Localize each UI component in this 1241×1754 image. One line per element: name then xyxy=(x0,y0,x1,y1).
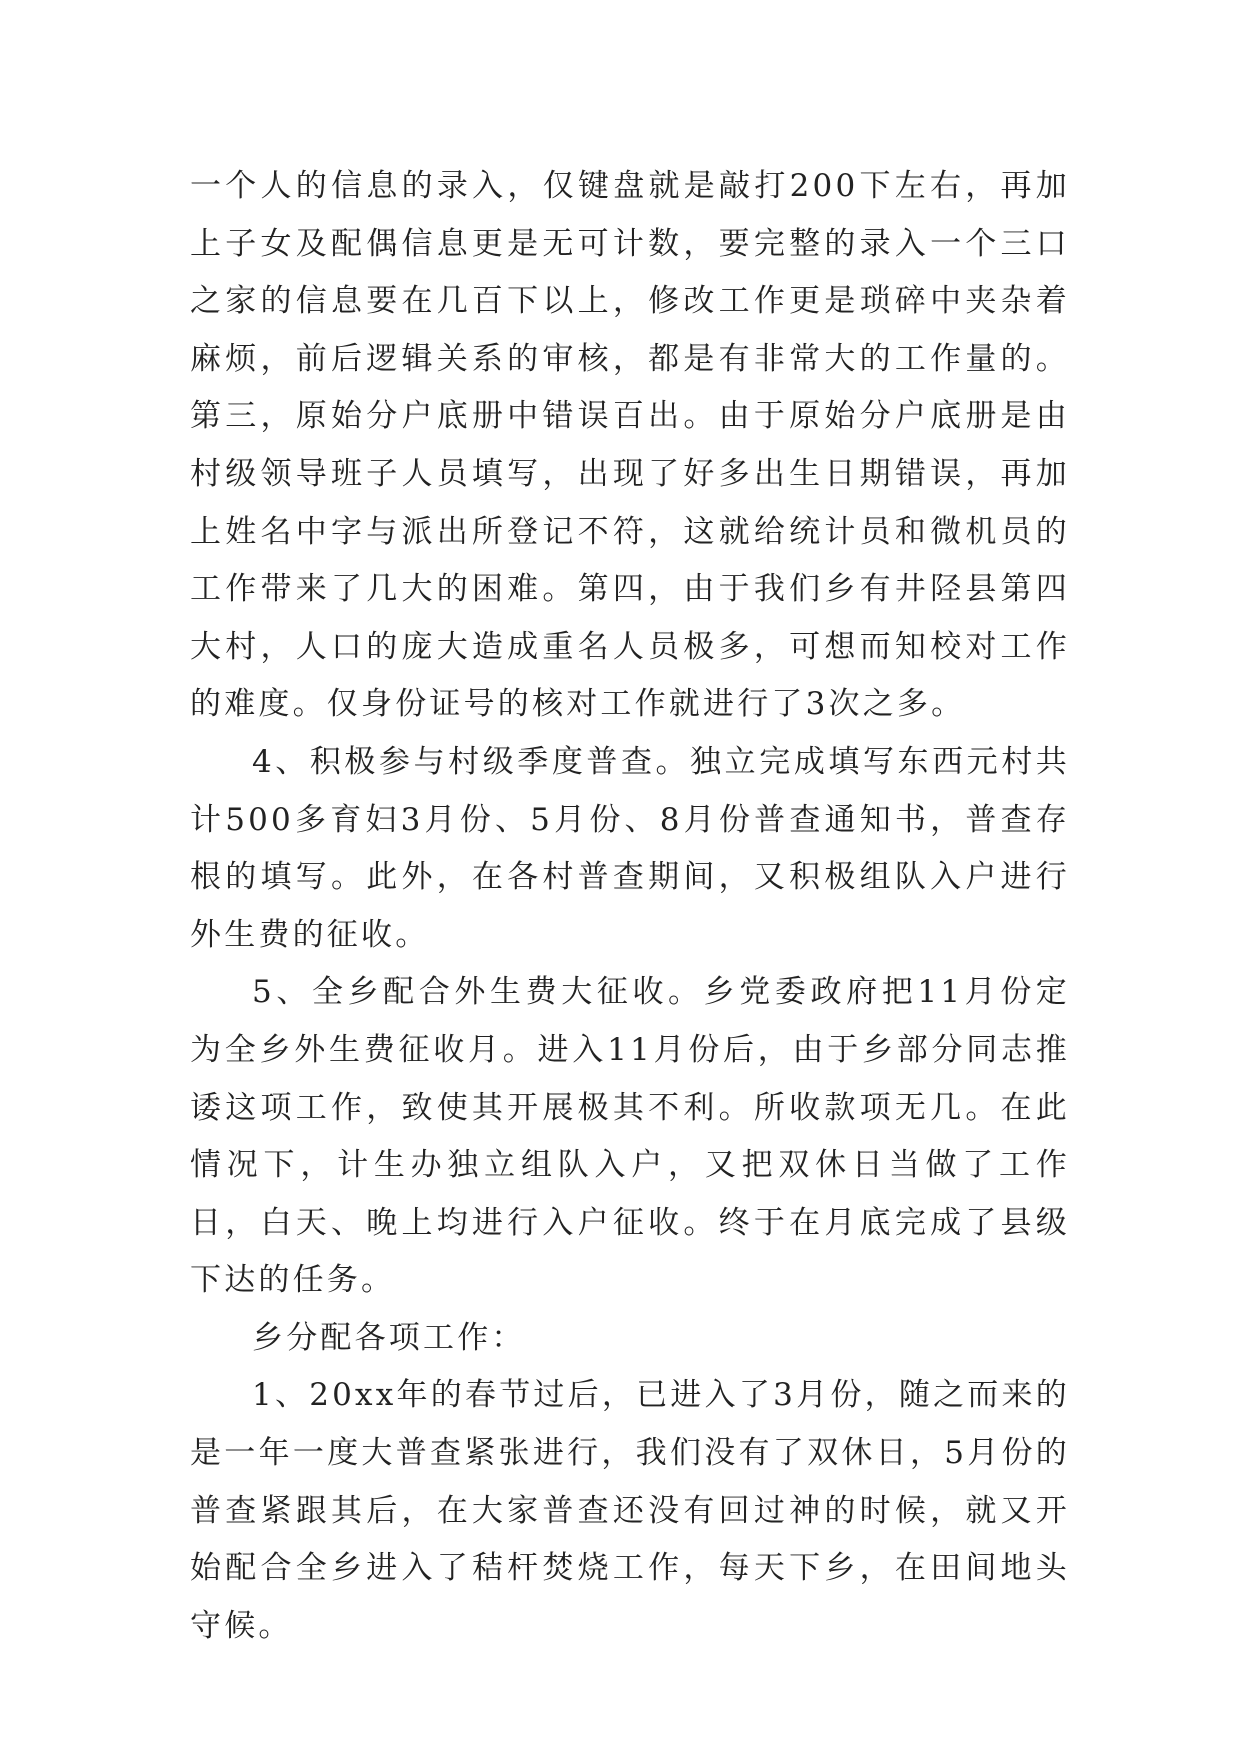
document-body xyxy=(190,158,1070,1655)
paragraph-item-4: 4、积极参与村级季度普查。独立完成填写东西元村共计500多育妇3月份、5月份、8月份普查通知书，普查存根的填写。此外，在各村普查期间，又积极组队入户进行外生费的征收。 xyxy=(190,743,1070,953)
paragraph-continuation: 一个人的信息的录入，仅键盘就是敲打200下左右，再加上子女及配偶信息更是无可计数，要完整的录入一个三口之家的信息要在几百下以上，修改工作更是琐碎中夹杂着麻烦，前后逻辑关系的审核，都是有非常大的工作量的。第三，原始分户底册中错误百出。由于原始分户底册是由村级领导班子人员填写，出现了好多出生日期错误，再加上姓名中字与派出所登记不符，这就给统计员和微机员的工作带来了几大的困难。第四，由于我们乡有井陉县第四大村，人口的庞大造成重名人员极多，可想而知校对工作的难度。仅身份证号的核对工作就进行了3次之多。 xyxy=(190,168,1070,723)
paragraph-item-5: 5、全乡配合外生费大征收。乡党委政府把11月份定为全乡外生费征收月。进入11月份后，由于乡部分同志推诿这项工作，致使其开展极其不利。所收款项无几。在此情况下，计生办独立组队入户，又把双休日当做了工作日，白天、晚上均进行入户征收。终于在月底完成了县级下达的任务。 xyxy=(190,974,1070,1299)
paragraph-item-1: 1、20xx年的春节过后，已进入了3月份，随之而来的是一年一度大普查紧张进行，我们没有了双休日，5月份的普查紧跟其后，在大家普查还没有回过神的时候，就又开始配合全乡进入了秸杆焚烧工作，每天下乡，在田间地头守候。 xyxy=(190,1377,1070,1644)
section-heading: 乡分配各项工作： xyxy=(252,1319,526,1356)
